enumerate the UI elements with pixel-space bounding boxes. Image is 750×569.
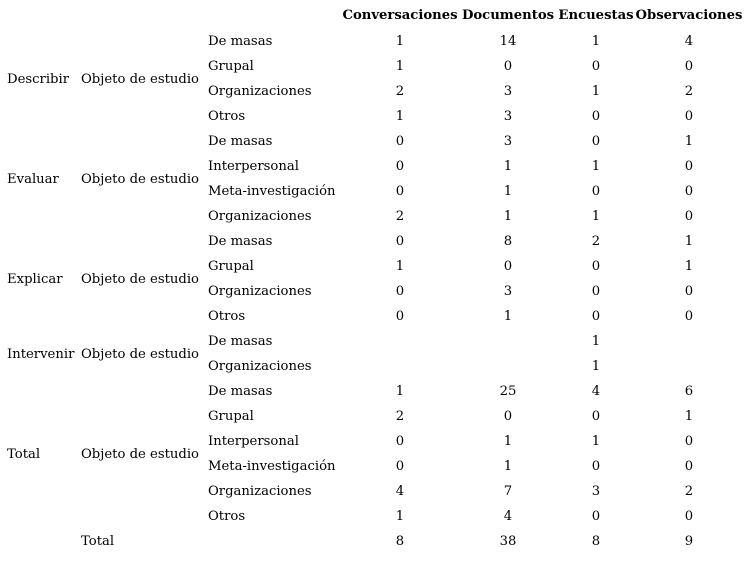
table-cell: 0 [395, 459, 405, 474]
column-header: Conversaciones [342, 8, 458, 23]
table-cell: 4 [503, 509, 513, 524]
row-label: Otros [208, 109, 246, 124]
table-cell: 0 [684, 509, 694, 524]
group-sublabel: Objeto de estudio [81, 446, 199, 462]
table-cell: 2 [395, 84, 405, 99]
row-label: Grupal [208, 409, 254, 424]
group-sublabel: Objeto de estudio [81, 71, 199, 87]
row-label: Organizaciones [208, 359, 312, 374]
table-cell: 0 [591, 309, 601, 324]
table-cell: 1 [684, 259, 694, 274]
grand-total-cell: 38 [499, 534, 517, 549]
column-header: Encuestas [558, 8, 634, 23]
table-cell: 0 [591, 259, 601, 274]
table-cell: 0 [395, 309, 405, 324]
table-cell: 4 [591, 384, 601, 399]
table-cell: 3 [503, 84, 513, 99]
grand-total-cell: 8 [395, 534, 405, 549]
group-label: Total [7, 446, 41, 462]
row-label: Otros [208, 509, 246, 524]
group-label: Explicar [7, 271, 63, 287]
row-label: De masas [208, 334, 273, 349]
row-label: De masas [208, 234, 273, 249]
row-label: Organizaciones [208, 284, 312, 299]
table-cell: 25 [499, 384, 517, 399]
table-cell: 0 [684, 459, 694, 474]
table-cell: 1 [503, 184, 513, 199]
column-header: Observaciones [635, 8, 743, 23]
table-cell: 0 [684, 159, 694, 174]
table-cell: 1 [591, 209, 601, 224]
table-cell: 1 [591, 34, 601, 49]
table-cell: 1 [503, 209, 513, 224]
table-cell: 2 [684, 484, 694, 499]
table-cell: 0 [503, 259, 513, 274]
row-label: Organizaciones [208, 209, 312, 224]
grand-total-cell: 8 [591, 534, 601, 549]
grand-total-cell: 9 [684, 534, 694, 549]
table-cell: 0 [591, 109, 601, 124]
table-cell: 1 [395, 34, 405, 49]
row-label: Interpersonal [208, 159, 299, 174]
table-cell: 0 [591, 59, 601, 74]
table-cell: 2 [591, 234, 601, 249]
table-cell: 0 [591, 184, 601, 199]
row-label: Interpersonal [208, 434, 299, 449]
row-label: Organizaciones [208, 484, 312, 499]
table-cell: 4 [684, 34, 694, 49]
grand-total-label: Total [81, 534, 115, 549]
group-sublabel: Objeto de estudio [81, 346, 199, 362]
table-cell: 4 [395, 484, 405, 499]
table-cell: 0 [684, 109, 694, 124]
table-cell: 6 [684, 384, 694, 399]
table-cell: 1 [591, 334, 601, 349]
table-cell: 0 [395, 134, 405, 149]
table-cell: 0 [395, 284, 405, 299]
table-cell: 1 [684, 409, 694, 424]
row-label: De masas [208, 384, 273, 399]
table-cell: 3 [503, 284, 513, 299]
table-cell: 7 [503, 484, 513, 499]
group-label: Intervenir [7, 346, 75, 362]
table-cell: 0 [684, 434, 694, 449]
table-cell: 1 [684, 134, 694, 149]
table-cell: 8 [503, 234, 513, 249]
row-label: Grupal [208, 259, 254, 274]
group-label: Describir [7, 71, 70, 87]
table-cell: 0 [591, 284, 601, 299]
row-label: Organizaciones [208, 84, 312, 99]
table-cell: 0 [591, 409, 601, 424]
table-cell: 3 [503, 109, 513, 124]
table-cell: 0 [395, 184, 405, 199]
table-cell: 0 [684, 184, 694, 199]
table-cell: 1 [395, 259, 405, 274]
table-cell: 1 [395, 384, 405, 399]
table-cell: 1 [503, 434, 513, 449]
table-cell: 0 [395, 234, 405, 249]
table-cell: 0 [395, 434, 405, 449]
row-label: Otros [208, 309, 246, 324]
table-cell: 3 [503, 134, 513, 149]
table-cell: 1 [503, 159, 513, 174]
table-cell: 1 [591, 434, 601, 449]
row-label: De masas [208, 34, 273, 49]
table-cell: 0 [503, 59, 513, 74]
group-label: Evaluar [7, 171, 59, 187]
table-cell: 0 [684, 59, 694, 74]
table-cell: 1 [591, 159, 601, 174]
table-cell: 1 [591, 359, 601, 374]
table-cell: 14 [499, 34, 517, 49]
row-label: Meta-investigación [208, 184, 336, 199]
table-cell: 0 [684, 309, 694, 324]
row-label: Meta-investigación [208, 459, 336, 474]
row-label: De masas [208, 134, 273, 149]
table-cell: 1 [395, 109, 405, 124]
table-cell: 0 [684, 209, 694, 224]
table-cell: 2 [684, 84, 694, 99]
table-cell: 1 [395, 59, 405, 74]
table-cell: 0 [591, 509, 601, 524]
table-cell: 1 [503, 459, 513, 474]
table-cell: 2 [395, 409, 405, 424]
table-cell: 0 [591, 134, 601, 149]
table-cell: 0 [503, 409, 513, 424]
table-cell: 0 [684, 284, 694, 299]
row-label: Grupal [208, 59, 254, 74]
table-cell: 2 [395, 209, 405, 224]
table-cell: 1 [395, 509, 405, 524]
group-sublabel: Objeto de estudio [81, 271, 199, 287]
group-sublabel: Objeto de estudio [81, 171, 199, 187]
table-cell: 1 [591, 84, 601, 99]
table-cell: 0 [395, 159, 405, 174]
table-cell: 1 [503, 309, 513, 324]
table-cell: 1 [684, 234, 694, 249]
table-cell: 3 [591, 484, 601, 499]
column-header: Documentos [461, 8, 555, 23]
table-cell: 0 [591, 459, 601, 474]
